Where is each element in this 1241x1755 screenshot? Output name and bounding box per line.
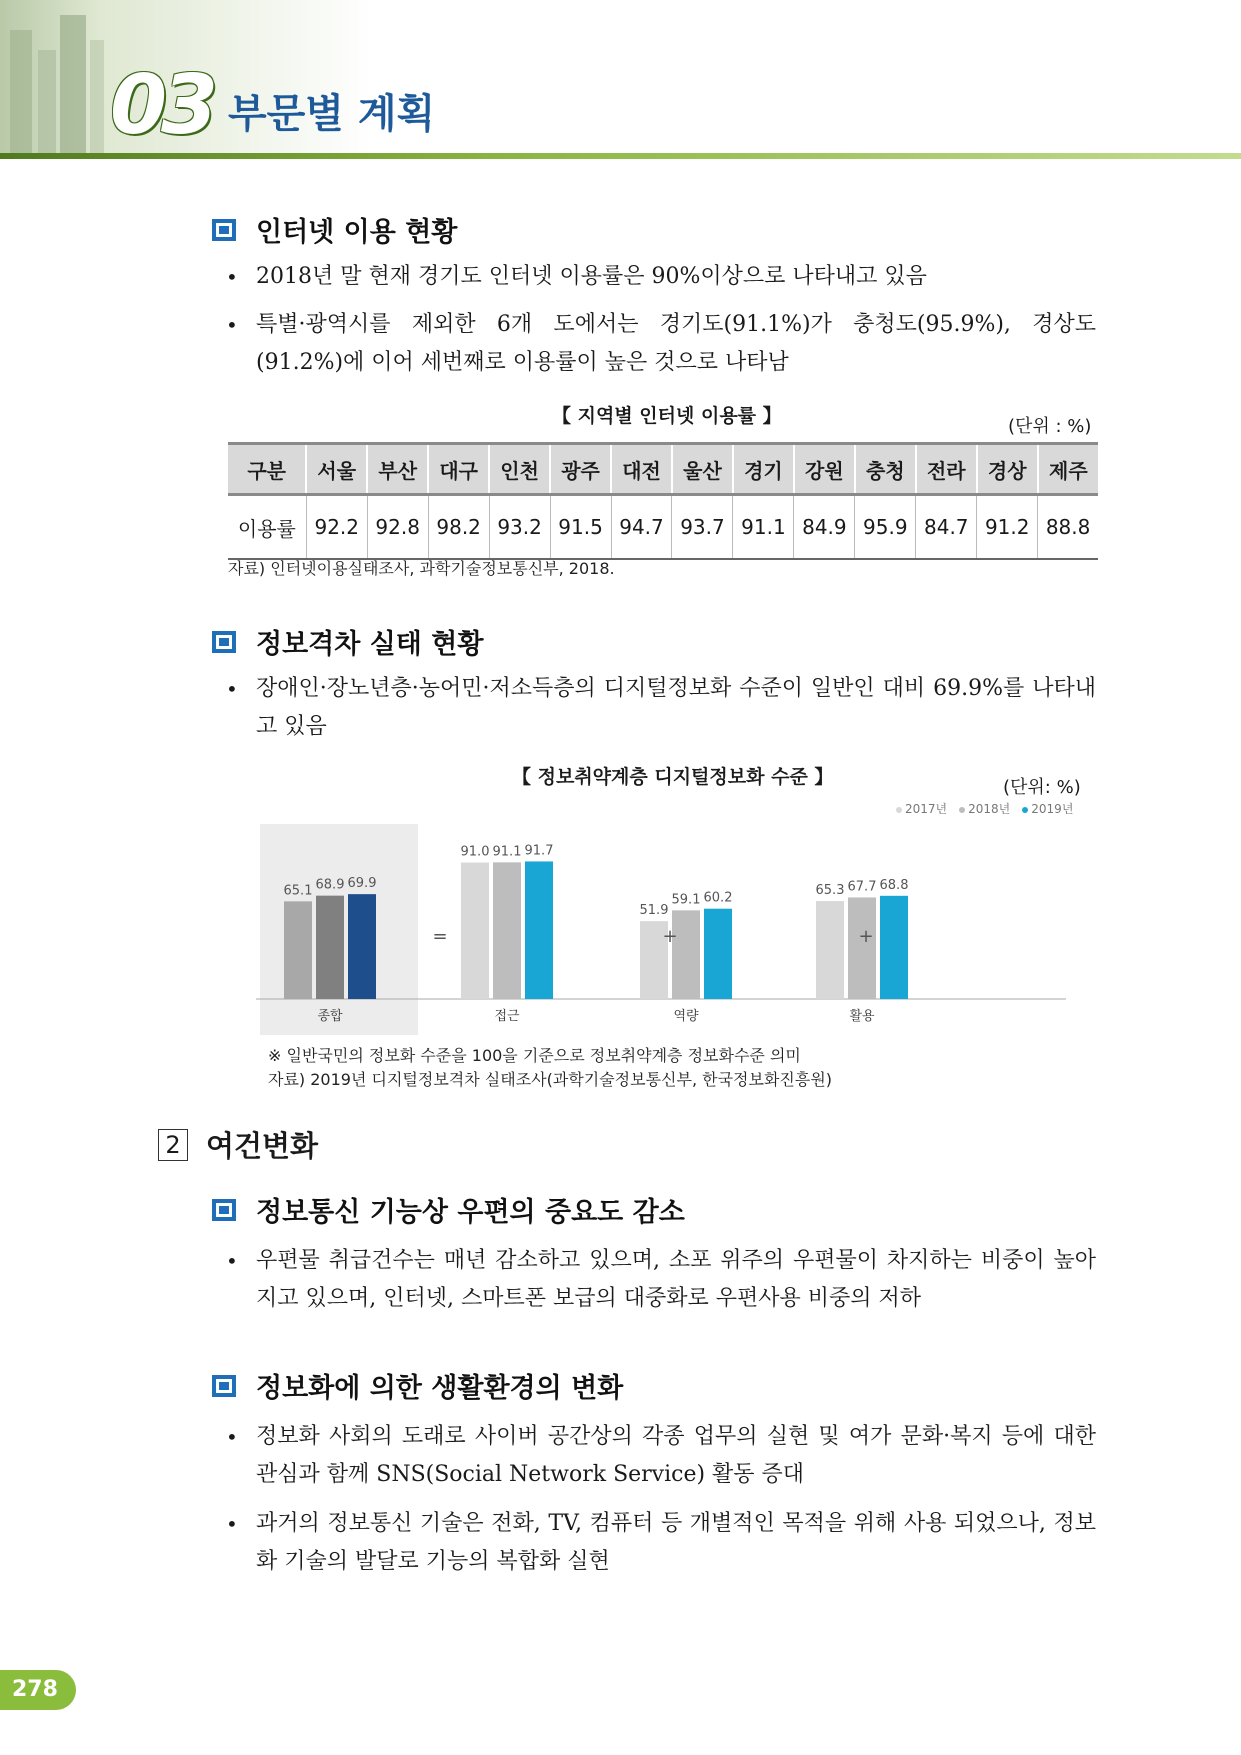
- chapter-title: 부문별 계획: [228, 91, 436, 137]
- table-header-label: 구분: [228, 444, 306, 495]
- data-label: 65.3: [815, 883, 845, 899]
- bar-활용-2017년: [816, 901, 844, 999]
- table-cell: 95.9: [855, 495, 916, 560]
- data-label: 69.9: [347, 876, 377, 892]
- legend-label: 2017년: [905, 802, 948, 816]
- bar-종합-2017년: [284, 901, 312, 999]
- table-header-region: 인천: [489, 444, 550, 495]
- bullet-dot-icon: •: [226, 1512, 238, 1536]
- table-header-region: 광주: [550, 444, 611, 495]
- bullet-text: 과거의 정보통신 기술은 전화, TV, 컴퓨터 등 개별적인 목적을 위해 사용 되었으나, 정보화 기술의 발달로 기능의 복합화 실현: [256, 1511, 1096, 1574]
- operator-symbol: +: [662, 926, 678, 947]
- category-label: 접근: [494, 1009, 520, 1024]
- bar-역량-2019년: [704, 909, 732, 999]
- table-header-region: 경상: [977, 444, 1038, 495]
- category-label: 종합: [317, 1009, 343, 1024]
- category-label: 역량: [673, 1009, 699, 1024]
- page-number: 278: [0, 1670, 76, 1710]
- table-cell: 93.2: [489, 495, 550, 560]
- bullet-dot-icon: •: [226, 1425, 238, 1449]
- table-unit: (단위 : %): [1008, 416, 1092, 437]
- chapter-header: [0, 0, 1241, 165]
- table-source: 자료) 인터넷이용실태조사, 과학기술정보통신부, 2018.: [228, 559, 615, 578]
- table-cell: 91.1: [733, 495, 794, 560]
- bar-활용-2018년: [848, 897, 876, 999]
- bar-역량-2018년: [672, 910, 700, 999]
- data-label: 59.1: [671, 892, 701, 908]
- table-header-region: 대구: [428, 444, 489, 495]
- legend-label: 2018년: [968, 802, 1011, 816]
- table-caption: 【 지역별 인터넷 이용률 】: [552, 405, 782, 427]
- category-label: 활용: [849, 1009, 875, 1024]
- chart-source: 자료) 2019년 디지털정보격차 실태조사(과학기술정보통신부, 한국정보화진흥원): [268, 1070, 833, 1089]
- table-header-row: [228, 444, 1098, 495]
- data-label: 67.7: [847, 879, 877, 895]
- square-bullet-icon: [212, 1199, 236, 1221]
- square-bullet-icon: [212, 219, 236, 241]
- square-bullet-icon: [212, 1375, 236, 1397]
- section-heading-text: 정보격차 실태 현황: [256, 629, 484, 660]
- table-cell: 88.8: [1038, 495, 1098, 560]
- bullet-item: [226, 1505, 1096, 1581]
- table-cell: 91.2: [977, 495, 1038, 560]
- table-cell: 91.5: [550, 495, 611, 560]
- section-2-heading: [158, 1124, 318, 1165]
- table-header-region: 제주: [1038, 444, 1098, 495]
- chart-caption: 【 정보취약계층 디지털정보화 수준 】: [512, 766, 834, 788]
- table-header-region: 전라: [916, 444, 977, 495]
- digital-level-chart: [256, 800, 1086, 1035]
- bullet-dot-icon: •: [226, 265, 238, 289]
- data-label: 51.9: [639, 903, 669, 919]
- bullet-text: 우편물 취급건수는 매년 감소하고 있으며, 소포 위주의 우편물이 차지하는 비중이 높아지고 있으며, 인터넷, 스마트폰 보급의 대중화로 우편사용 비중의 저하: [256, 1248, 1096, 1311]
- section-number: 2: [158, 1129, 188, 1161]
- table-cell: 94.7: [611, 495, 672, 560]
- chapter-number: 03: [110, 58, 213, 153]
- section-heading-text: 정보화에 의한 생활환경의 변화: [256, 1373, 624, 1404]
- data-label: 91.0: [460, 844, 490, 860]
- bullet-dot-icon: •: [226, 677, 238, 701]
- section-heading-postal: [212, 1190, 685, 1229]
- bullet-text: 특별·광역시를 제외한 6개 도에서는 경기도(91.1%)가 충청도(95.9%), 경상도 (91.2%)에 이어 세번째로 이용률이 높은 것으로 나타남: [256, 312, 1096, 375]
- bar-종합-2018년: [316, 896, 344, 999]
- data-label: 68.8: [879, 877, 909, 893]
- table-cell: 84.7: [916, 495, 977, 560]
- chart-note: ※ 일반국민의 정보화 수준을 100을 기준으로 정보취약계층 정보화수준 의미: [268, 1046, 801, 1065]
- table-header-region: 부산: [367, 444, 428, 495]
- table-cell: 92.8: [367, 495, 428, 560]
- table-header-region: 울산: [672, 444, 733, 495]
- operator-symbol: =: [432, 926, 448, 947]
- table-header-region: 서울: [306, 444, 367, 495]
- table-header-region: 충청: [855, 444, 916, 495]
- bullet-text: 2018년 말 현재 경기도 인터넷 이용률은 90%이상으로 나타내고 있음: [256, 264, 927, 289]
- section-heading-internet: [212, 210, 457, 249]
- section-heading-text: 인터넷 이용 현황: [256, 217, 458, 248]
- table-cell: 84.9: [794, 495, 855, 560]
- region-internet-table: [228, 442, 1098, 560]
- data-label: 68.9: [315, 877, 345, 893]
- section-heading-text: 정보통신 기능상 우편의 중요도 감소: [256, 1197, 685, 1228]
- legend-label: 2019년: [1031, 802, 1074, 816]
- bar-활용-2019년: [880, 896, 908, 999]
- table-header-region: 대전: [611, 444, 672, 495]
- bar-접근-2018년: [493, 862, 521, 999]
- table-header-region: 강원: [794, 444, 855, 495]
- operator-symbol: +: [858, 926, 874, 947]
- chart-unit: (단위: %): [1003, 777, 1081, 798]
- section-heading-gap: [212, 622, 483, 661]
- square-bullet-icon: [212, 631, 236, 653]
- bar-종합-2019년: [348, 894, 376, 999]
- data-label: 60.2: [703, 890, 733, 906]
- table-cell: 92.2: [306, 495, 367, 560]
- bar-접근-2017년: [461, 863, 489, 1000]
- bullet-item: [226, 1418, 1096, 1494]
- table-row: [228, 495, 1098, 560]
- table-header-region: 경기: [733, 444, 794, 495]
- section-heading-living: [212, 1366, 623, 1405]
- data-label: 65.1: [283, 883, 313, 899]
- table-row-label: 이용률: [228, 495, 306, 560]
- bullet-text: 정보화 사회의 도래로 사이버 공간상의 각종 업무의 실현 및 여가 문화·복지 등에 대한 관심과 함께 SNS(Social Network Service) 활동 증대: [256, 1424, 1096, 1487]
- table-cell: 98.2: [428, 495, 489, 560]
- bullet-dot-icon: •: [226, 1249, 238, 1273]
- bullet-item: [226, 306, 1096, 382]
- bullet-item: [226, 670, 1096, 746]
- bullet-item: [226, 258, 1096, 296]
- section-2-title: 여건변화: [206, 1129, 319, 1163]
- bar-접근-2019년: [525, 861, 553, 999]
- bullet-item: [226, 1242, 1096, 1318]
- data-label: 91.7: [524, 843, 554, 859]
- table-cell: 93.7: [672, 495, 733, 560]
- bullet-dot-icon: •: [226, 313, 238, 337]
- data-label: 91.1: [492, 844, 522, 860]
- bullet-text: 장애인·장노년층·농어민·저소득층의 디지털정보화 수준이 일반인 대비 69.9%를 나타내고 있음: [256, 676, 1096, 739]
